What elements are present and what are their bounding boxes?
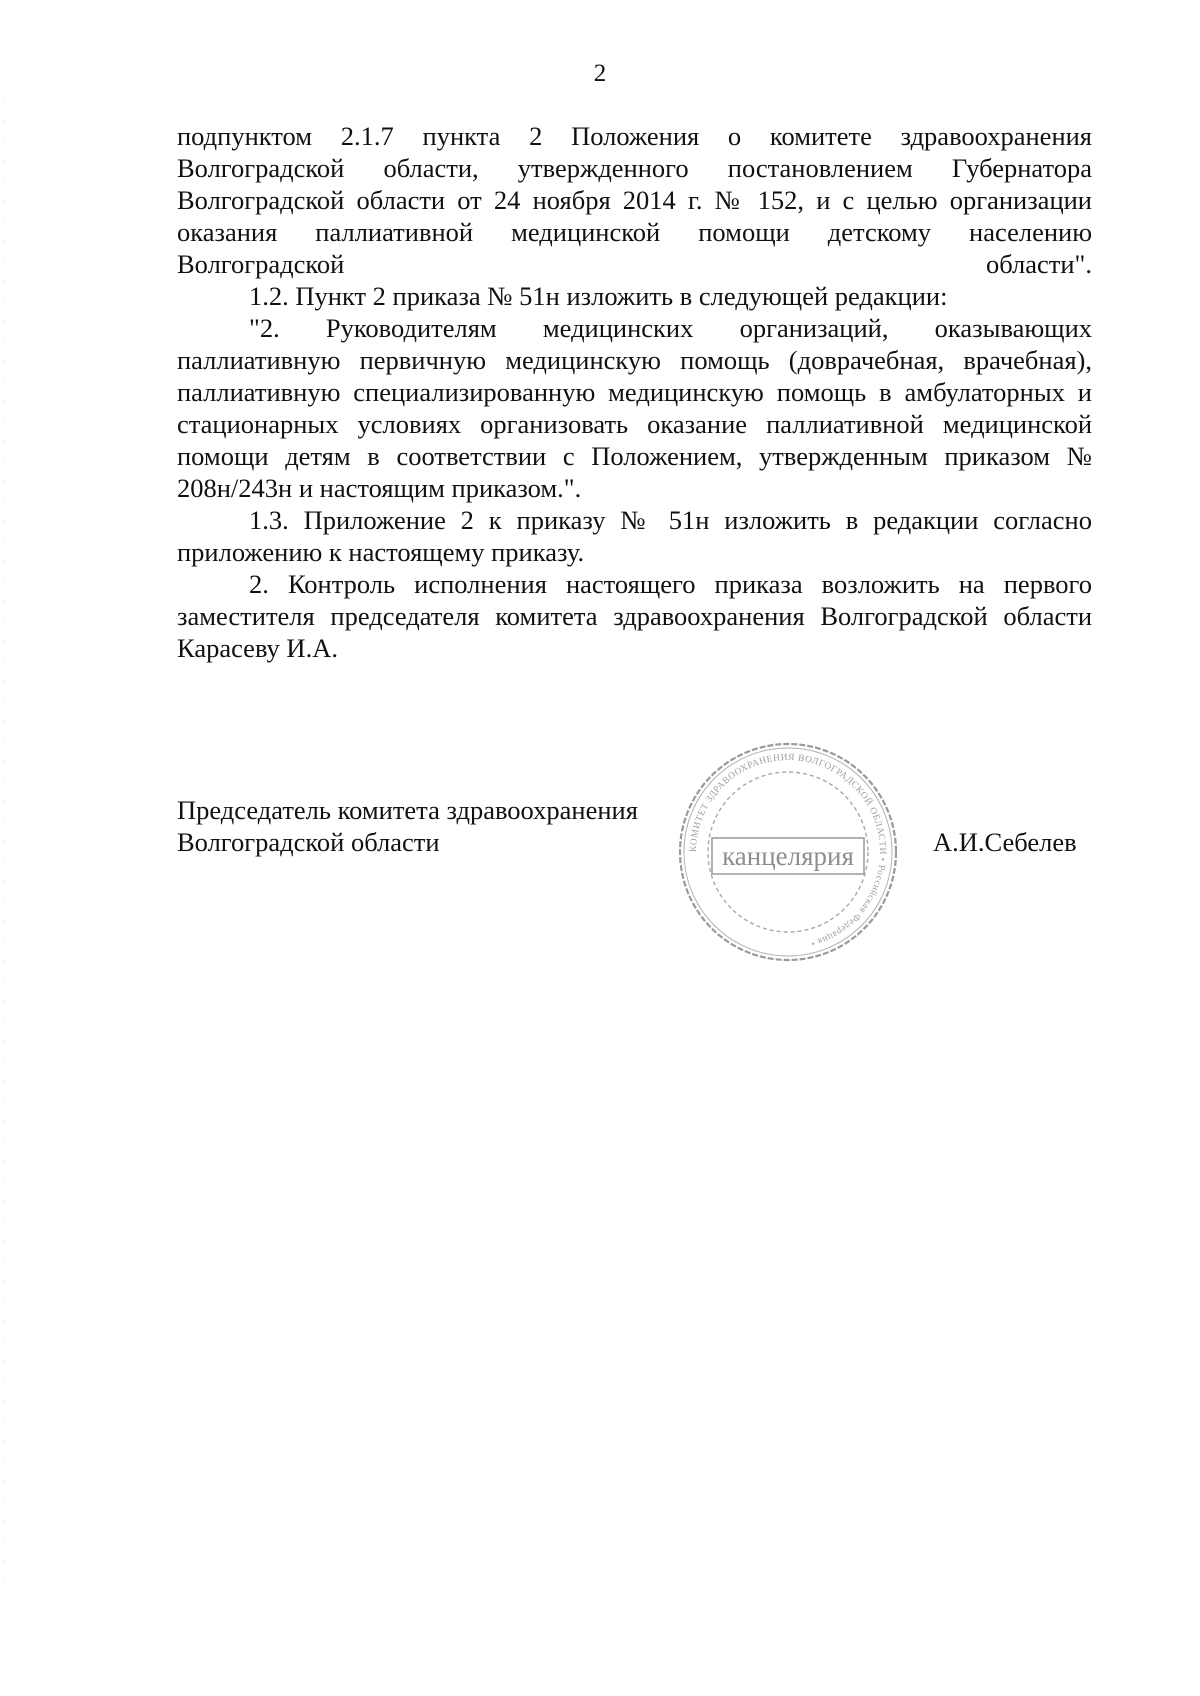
signatory-position-line1: Председатель комитета здравоохранения — [177, 795, 638, 825]
paragraph-1-3: 1.3. Приложение 2 к приказу № 51н изложить в редакции согласно приложению к настоящему приказу. — [177, 505, 1092, 567]
signatory-name: А.И.Себелев — [933, 827, 1077, 857]
paragraph-1-2: 1.2. Пункт 2 приказа № 51н изложить в следующей редакции: — [249, 281, 948, 311]
signatory-position-line2: Волгоградской области — [177, 827, 440, 857]
scan-edge-marks — [4, 100, 6, 1600]
paragraph-quoted-item-2: "2. Руководителям медицинских организаций, оказывающих паллиативную первичную медицинскую помощь (доврачебная, врачебная), паллиативную специализированную медицинскую помощь в амбулаторных и стационарных условиях организовать оказание паллиативной медицинской помощи детям в соответствии с Положением, утвержденным приказом № 208н/243н и настоящим приказом.". — [177, 313, 1092, 503]
stamp-ring-text: КОМИТЕТ ЗДРАВООХРАНЕНИЯ ВОЛГОГРАДСКОЙ ОБЛАСТИ • Российская Федерация • — [688, 752, 888, 949]
signatory-position — [177, 794, 638, 858]
office-stamp — [676, 740, 900, 964]
document-body — [177, 120, 1092, 664]
paragraph-continuation: подпунктом 2.1.7 пункта 2 Положения о комитете здравоохранения Волгоградской области, утвержденного постановлением Губернатора Волгоградской области от 24 ноября 2014 г. № 152, и с целью организации оказания паллиативной медицинской помощи детскому населению Волгоградской области". — [177, 121, 1092, 279]
paragraph-2-control: 2. Контроль исполнения настоящего приказа возложить на первого заместителя председателя комитета здравоохранения Волгоградской области Карасеву И.А. — [177, 569, 1092, 663]
page-number: 2 — [593, 60, 607, 87]
stamp-center-text: канцелярия — [722, 841, 854, 871]
